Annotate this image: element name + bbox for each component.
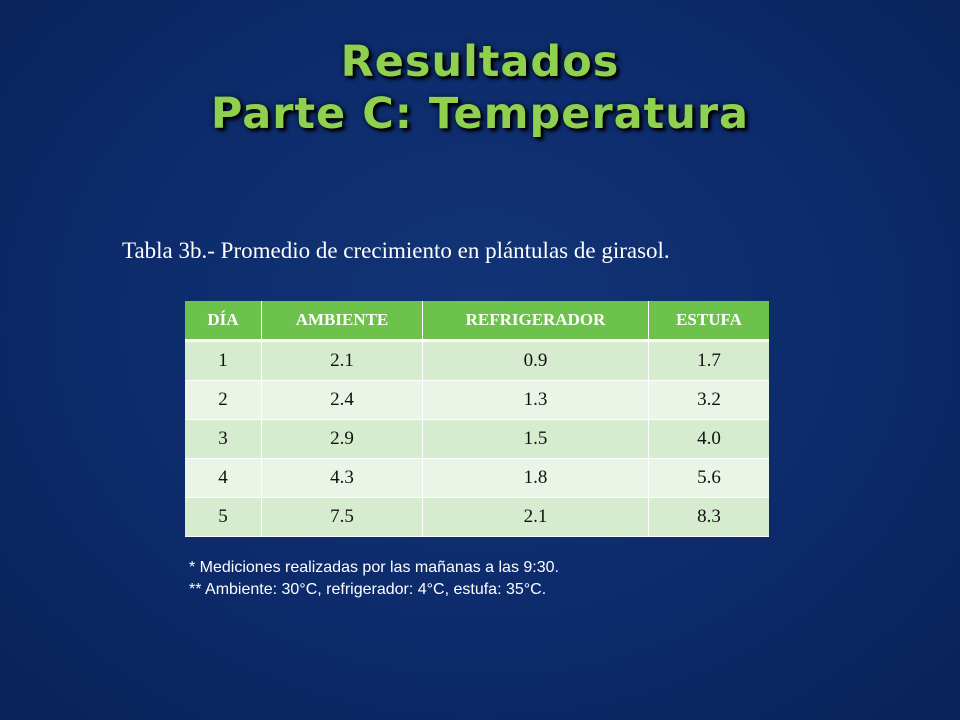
cell-refrigerador: 1.5: [423, 420, 649, 459]
cell-ambiente: 2.1: [262, 341, 423, 381]
cell-dia: 3: [185, 420, 262, 459]
cell-dia: 5: [185, 498, 262, 537]
column-header-refrigerador: REFRIGERADOR: [423, 301, 649, 341]
growth-table: [185, 301, 769, 537]
table-header-row: [185, 301, 769, 341]
cell-estufa: 1.7: [649, 341, 770, 381]
cell-refrigerador: 2.1: [423, 498, 649, 537]
title-line-2: Parte C: Temperatura: [210, 89, 750, 139]
cell-ambiente: 2.9: [262, 420, 423, 459]
table-row: [185, 341, 769, 381]
title-line-1: Resultados: [340, 37, 620, 87]
cell-refrigerador: 0.9: [423, 341, 649, 381]
slide-title: [0, 36, 960, 140]
cell-estufa: 8.3: [649, 498, 770, 537]
cell-estufa: 3.2: [649, 381, 770, 420]
cell-ambiente: 2.4: [262, 381, 423, 420]
table-row: [185, 381, 769, 420]
cell-dia: 4: [185, 459, 262, 498]
column-header-estufa: ESTUFA: [649, 301, 770, 341]
table-caption: Tabla 3b.- Promedio de crecimiento en plántulas de girasol.: [122, 238, 670, 263]
footnotes: [189, 557, 559, 601]
table-row: [185, 420, 769, 459]
column-header-ambiente: AMBIENTE: [262, 301, 423, 341]
cell-refrigerador: 1.8: [423, 459, 649, 498]
table-row: [185, 498, 769, 537]
cell-dia: 1: [185, 341, 262, 381]
table-row: [185, 459, 769, 498]
cell-refrigerador: 1.3: [423, 381, 649, 420]
column-header-dia: DÍA: [185, 301, 262, 341]
footnote-measurement-time: * Mediciones realizadas por las mañanas a las 9:30.: [189, 559, 559, 576]
cell-estufa: 5.6: [649, 459, 770, 498]
cell-dia: 2: [185, 381, 262, 420]
footnote-temperatures: ** Ambiente: 30°C, refrigerador: 4°C, estufa: 35°C.: [189, 581, 547, 598]
cell-ambiente: 4.3: [262, 459, 423, 498]
cell-ambiente: 7.5: [262, 498, 423, 537]
cell-estufa: 4.0: [649, 420, 770, 459]
